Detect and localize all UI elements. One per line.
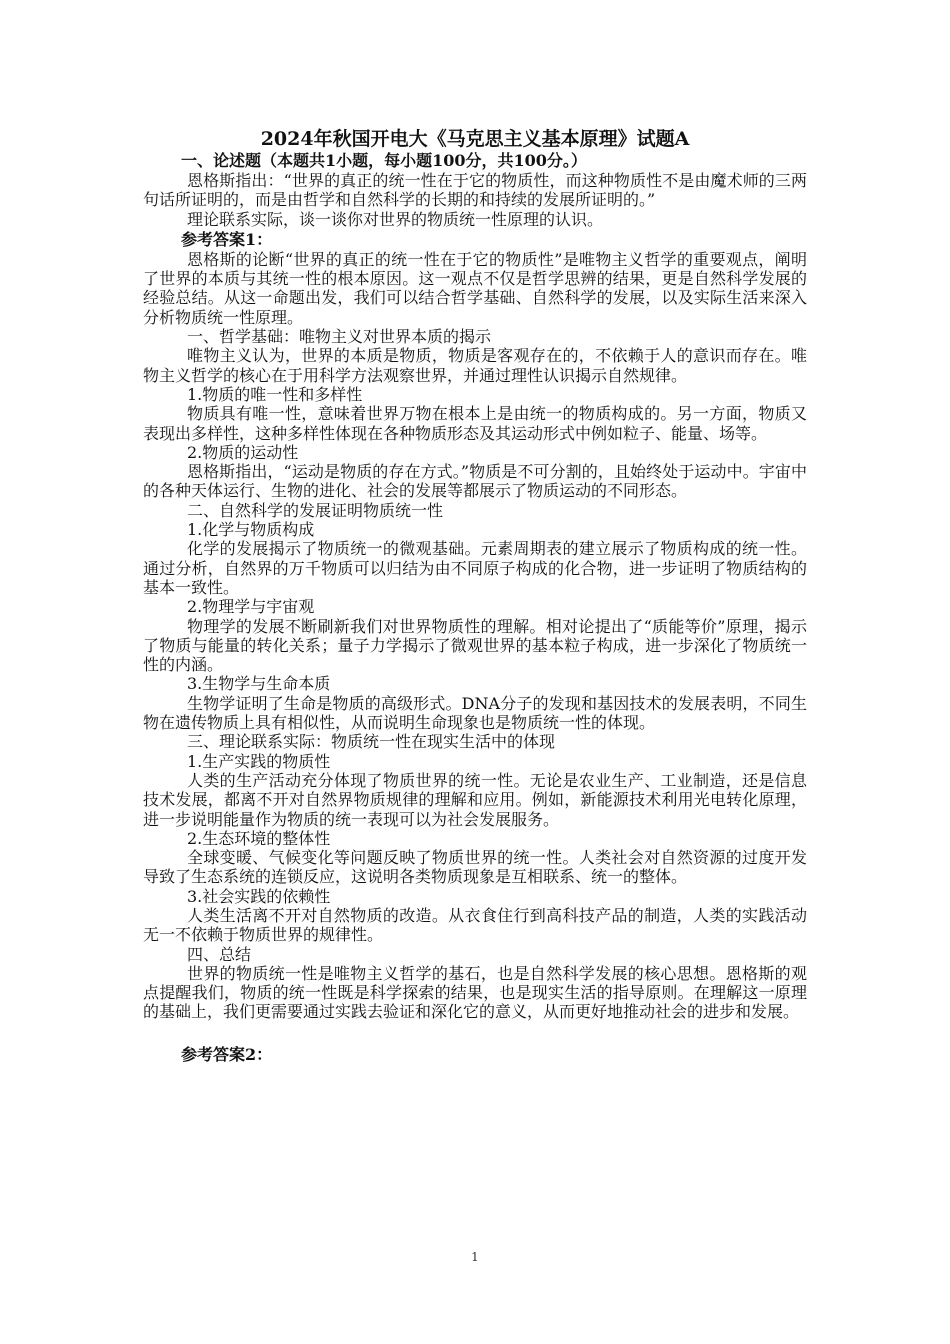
answer-paragraph: 物质具有唯一性，意味着世界万物在根本上是由统一的物质构成的。另一方面，物质又表现出多样性，这种多样性体现在各种物质形态及其运动形式中例如粒子、能量、场等。 (143, 404, 807, 443)
answer-paragraph: 人类生活离不开对自然物质的改造。从衣食住行到高科技产品的制造，人类的实践活动无一不依赖于物质世界的规律性。 (143, 905, 807, 945)
answer-subheading: 三、理论联系实际：物质统一性在现实生活中的体现 (187, 732, 556, 752)
question-quote: 恩格斯指出：“世界的真正的统一性在于它的物质性，而这种物质性不是由魔术师的三两句话所证明的，而是由哲学和自然科学的长期的和持续的发展所证明的。” (143, 171, 807, 210)
answer-subheading: 二、自然科学的发展证明物质统一性 (187, 500, 444, 520)
answer-paragraph: 恩格斯的论断“世界的真正的统一性在于它的物质性”是唯物主义哲学的重要观点，阐明了世界的本质与其统一性的根本原因。这一观点不仅是哲学思辨的结果，更是自然科学发展的经验总结。从这一命题出发，我们可以结合哲学基础、自然科学的发展，以及实际生活来深入分析物质统一性原理。 (143, 249, 807, 327)
answer-subheading: 1.化学与物质构成 (187, 520, 315, 540)
page-number: 1 (471, 1250, 479, 1264)
answer-subheading: 1.物质的唯一性和多样性 (187, 384, 363, 404)
answer-subheading: 3.生物学与生命本质 (187, 674, 331, 694)
answer1-label: 参考答案1： (181, 229, 273, 249)
answer2-label: 参考答案2： (181, 1044, 273, 1064)
answer-subheading: 2.生态环境的整体性 (187, 828, 331, 848)
answer-paragraph: 唯物主义认为，世界的本质是物质，物质是客观存在的，不依赖于人的意识而存在。唯物主义哲学的核心在于用科学方法观察世界，并通过理性认识揭示自然规律。 (143, 346, 807, 385)
answer-paragraph: 物理学的发展不断刷新我们对世界物质性的理解。相对论提出了“质能等价”原理，揭示了物质与能量的转化关系；量子力学揭示了微观世界的基本粒子构成，进一步深化了物质统一性的内涵。 (143, 616, 807, 675)
document-title: 2024年秋国开电大《马克思主义基本原理》试题A (260, 128, 690, 150)
answer-subheading: 四、总结 (187, 944, 252, 964)
answer-subheading: 一、哲学基础：唯物主义对世界本质的揭示 (187, 327, 492, 347)
answer-paragraph: 恩格斯指出，“运动是物质的存在方式。”物质是不可分割的，且始终处于运动中。宇宙中的各种天体运行、生物的进化、社会的发展等都展示了物质运动的不同形态。 (143, 462, 807, 501)
answer-subheading: 1.生产实践的物质性 (187, 751, 331, 771)
section-heading: 一、论述题（本题共1小题，每小题100分，共100分。） (181, 151, 587, 170)
answer-subheading: 2.物理学与宇宙观 (187, 597, 315, 617)
answer-paragraph: 全球变暖、气候变化等问题反映了物质世界的统一性。人类社会对自然资源的过度开发导致了生态系统的连锁反应，这说明各类物质现象是互相联系、统一的整体。 (143, 848, 807, 887)
question-prompt: 理论联系实际，谈一谈你对世界的物质统一性原理的认识。 (187, 209, 604, 229)
answer-paragraph: 世界的物质统一性是唯物主义哲学的基石，也是自然科学发展的核心思想。恩格斯的观点提醒我们，物质的统一性既是科学探索的结果，也是现实生活的指导原则。在理解这一原理的基础上，我们更需要通过实践去验证和深化它的意义，从而更好地推动社会的进步和发展。 (143, 963, 807, 1022)
answer-paragraph: 化学的发展揭示了物质统一的微观基础。元素周期表的建立展示了物质构成的统一性。通过分析，自然界的万千物质可以归结为由不同原子构成的化合物，进一步证明了物质结构的基本一致性。 (143, 539, 807, 597)
spacer (143, 1022, 807, 1044)
answer1-body (143, 250, 807, 1022)
answer-paragraph: 生物学证明了生命是物质的高级形式。DNA分子的发现和基因技术的发展表明，不同生物在遗传物质上具有相似性，从而说明生命现象也是物质统一性的体现。 (143, 693, 807, 733)
answer-paragraph: 人类的生产活动充分体现了物质世界的统一性。无论是农业生产、工业制造，还是信息技术发展，都离不开对自然界物质规律的理解和应用。例如，新能源技术利用光电转化原理，进一步说明能量作为物质的统一表现可以为社会发展服务。 (143, 770, 807, 829)
answer-subheading: 3.社会实践的依赖性 (187, 886, 331, 906)
answer-subheading: 2.物质的运动性 (187, 442, 299, 462)
page-content (143, 128, 807, 1065)
